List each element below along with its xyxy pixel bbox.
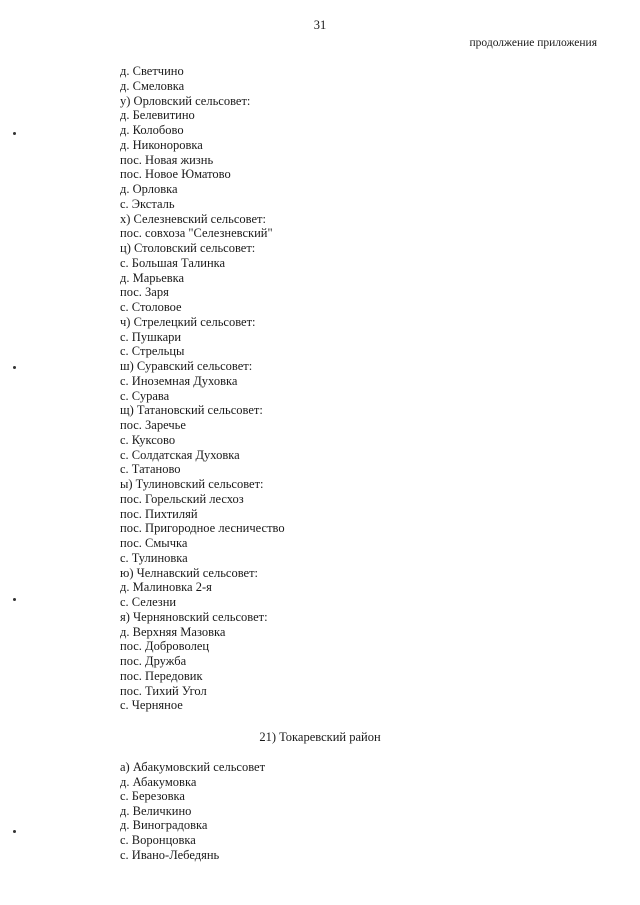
list-item: д. Орловка bbox=[120, 182, 178, 196]
scan-dot bbox=[13, 366, 16, 369]
scan-dot bbox=[13, 598, 16, 601]
list-item: ц) Столовский сельсовет: bbox=[120, 241, 256, 255]
list-item: пос. совхоза "Селезневский" bbox=[120, 226, 273, 241]
list-item: я) Черняновский сельсовет: bbox=[120, 609, 268, 624]
settlement-list-tokarevsky bbox=[120, 760, 265, 862]
list-item: ы) Тулиновский сельсовет: bbox=[120, 477, 264, 491]
list-item: пос. Новое Юматово bbox=[120, 167, 231, 182]
list-item: а) Абакумовский сельсовет bbox=[120, 760, 266, 774]
list-item: д. Малиновка 2-я bbox=[120, 580, 212, 595]
list-item: у) Орловский сельсовет: bbox=[120, 93, 251, 108]
list-item: пос. Заря bbox=[120, 285, 169, 300]
settlement-list bbox=[120, 64, 285, 713]
list-item: пос. Смычка bbox=[120, 536, 188, 550]
list-item: х) Селезневский сельсовет: bbox=[120, 211, 266, 226]
list-item: с. Березовка bbox=[120, 789, 185, 804]
list-item: д. Белевитино bbox=[120, 108, 195, 123]
list-item: с. Куксово bbox=[120, 432, 176, 447]
list-item: с. Эксталь bbox=[120, 196, 175, 211]
list-item: ю) Челнавский сельсовет: bbox=[120, 565, 259, 580]
continuation-note: продолжение приложения bbox=[469, 37, 597, 49]
list-item: с. Столовое bbox=[120, 300, 182, 314]
list-item: с. Воронцовка bbox=[120, 832, 196, 847]
scan-dot bbox=[13, 132, 16, 135]
list-item: с. Татаново bbox=[120, 462, 181, 477]
list-item: с. Сурава bbox=[120, 388, 170, 403]
list-item: с. Селезни bbox=[120, 595, 177, 609]
list-item: д. Светчино bbox=[120, 64, 184, 78]
list-item: пос. Новая жизнь bbox=[120, 152, 214, 167]
district-heading: 21) Токаревский район bbox=[259, 730, 381, 744]
list-item: д. Абакумовка bbox=[120, 774, 197, 789]
list-item: пос. Заречье bbox=[120, 418, 186, 432]
list-item: пос. Тихий Угол bbox=[120, 683, 207, 698]
list-item: пос. Пригородное лесничество bbox=[120, 521, 285, 536]
list-item: пос. Дружба bbox=[120, 654, 187, 668]
list-item: с. Тулиновка bbox=[120, 550, 188, 565]
list-item: пос. Передовик bbox=[120, 668, 203, 683]
list-item: д. Марьевка bbox=[120, 270, 185, 285]
list-item: пос. Пихтиляй bbox=[120, 506, 198, 521]
scan-dot bbox=[13, 830, 16, 833]
list-item: с. Ивано-Лебедянь bbox=[120, 847, 220, 862]
list-item: д. Виноградовка bbox=[120, 818, 208, 833]
list-item: щ) Татановский сельсовет: bbox=[120, 403, 263, 418]
list-item: пос. Горельский лесхоз bbox=[120, 491, 244, 506]
list-item: с. Солдатская Духовка bbox=[120, 447, 240, 462]
list-item: с. Иноземная Духовка bbox=[120, 373, 238, 388]
list-item: д. Верхняя Мазовка bbox=[120, 624, 226, 639]
page-number: 31 bbox=[313, 18, 327, 32]
list-item: с. Большая Талинка bbox=[120, 255, 226, 270]
list-item: д. Смеловка bbox=[120, 78, 185, 93]
list-item: д. Никоноровка bbox=[120, 137, 203, 152]
list-item: ч) Стрелецкий сельсовет: bbox=[120, 314, 256, 329]
list-item: с. Стрельцы bbox=[120, 344, 185, 359]
list-item: с. Черняное bbox=[120, 698, 183, 713]
list-item: ш) Суравский сельсовет: bbox=[120, 359, 253, 373]
list-item: д. Величкино bbox=[120, 803, 192, 818]
list-item: д. Колобово bbox=[120, 123, 184, 137]
list-item: пос. Доброволец bbox=[120, 639, 210, 654]
list-item: с. Пушкари bbox=[120, 329, 182, 344]
